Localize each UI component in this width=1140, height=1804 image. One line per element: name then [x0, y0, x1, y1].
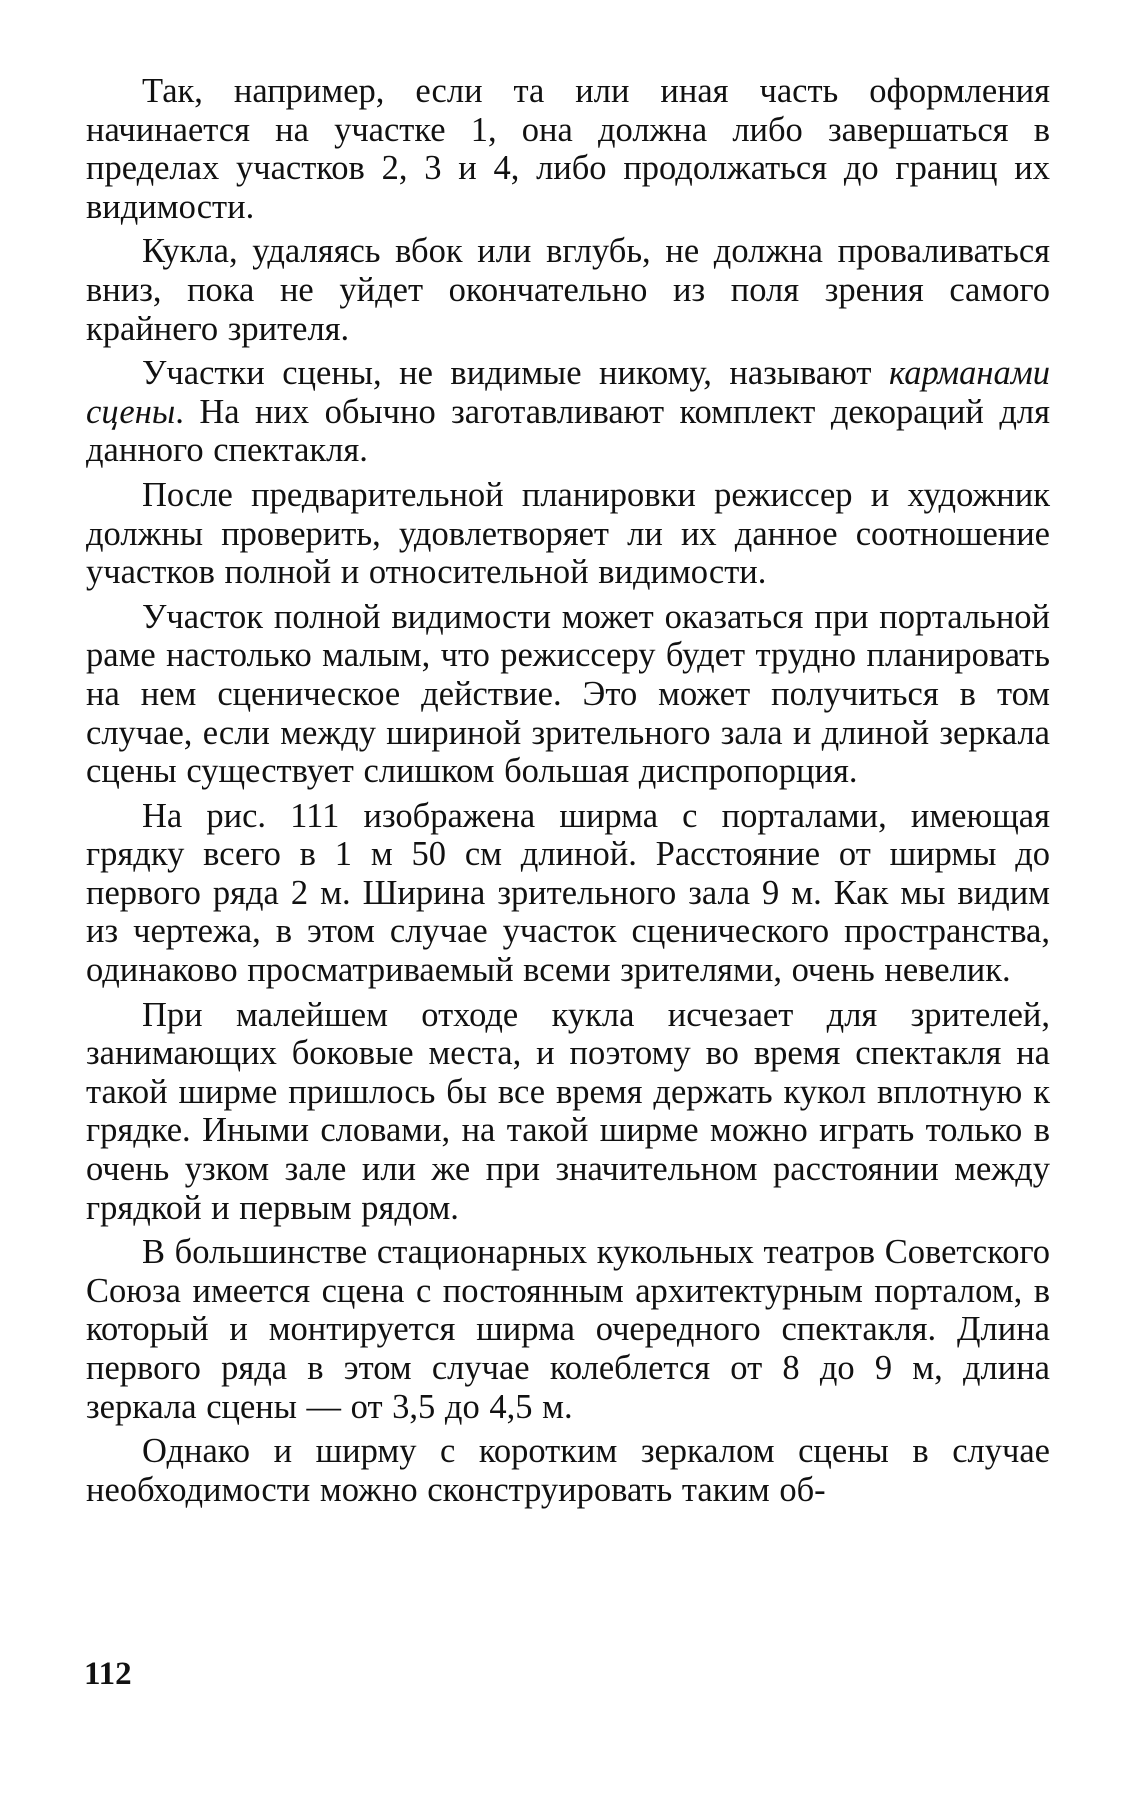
paragraph-5: Участок полной видимости может оказаться при портальной раме настолько малым, что режиссеру будет трудно планировать на нем сценическое действие. Это может получиться в том случае, если между шириной зрительного зала и длиной зеркала сцены существует слишком большая диспропорция.: [86, 597, 1050, 791]
paragraph-4: После предварительной планировки режиссер и художник должны проверить, удовлетворяет ли их данное соотношение участков полной и относительной видимости.: [86, 475, 1050, 592]
paragraph-2: Кукла, удаляясь вбок или вглубь, не должна проваливаться вниз, пока не уйдет окончательно из поля зрения самого крайнего зрителя.: [86, 232, 1050, 348]
paragraph-3: Участки сцены, не видимые никому, называют карманами сцены. На них обычно заготавливают комплект декораций для данного спектакля.: [86, 354, 1050, 470]
paragraph-1: Так, например, если та или иная часть оформления начинается на участке 1, она должна либо завершаться в пределах участков 2, 3 и 4, либо продолжаться до границ их видимости.: [86, 72, 1050, 226]
paragraph-6: На рис. 111 изображена ширма с порталами, имеющая грядку всего в 1 м 50 см длиной. Расстояние от ширмы до первого ряда 2 м. Ширина зрительного зала 9 м. Как мы видим из чертежа, в этом случае участок сценического пространства, одинаково просматриваемый всеми зрителями, очень невелик.: [86, 796, 1050, 990]
paragraph-7: При малейшем отходе кукла исчезает для зрителей, занимающих боковые места, и поэтому во время спектакля на такой ширме пришлось бы все время держать кукол вплотную к грядке. Иными словами, на такой ширме можно играть только в очень узком зале или же при значительном расстоянии между грядкой и первым рядом.: [86, 995, 1050, 1227]
body-text: [86, 72, 1050, 1509]
paragraph-9: Однако и ширму с коротким зеркалом сцены в случае необходимости можно сконструировать таким об-: [86, 1432, 1050, 1509]
paragraph-8: В большинстве стационарных кукольных театров Советского Союза имеется сцена с постоянным архитектурным порталом, в который и монтируется ширма очередного спектакля. Длина первого ряда в этом случае колеблется от 8 до 9 м, длина зеркала сцены — от 3,5 до 4,5 м.: [86, 1233, 1050, 1426]
page-number: 112: [84, 1656, 132, 1692]
emphasized-term: карманами сцены: [86, 354, 1050, 431]
